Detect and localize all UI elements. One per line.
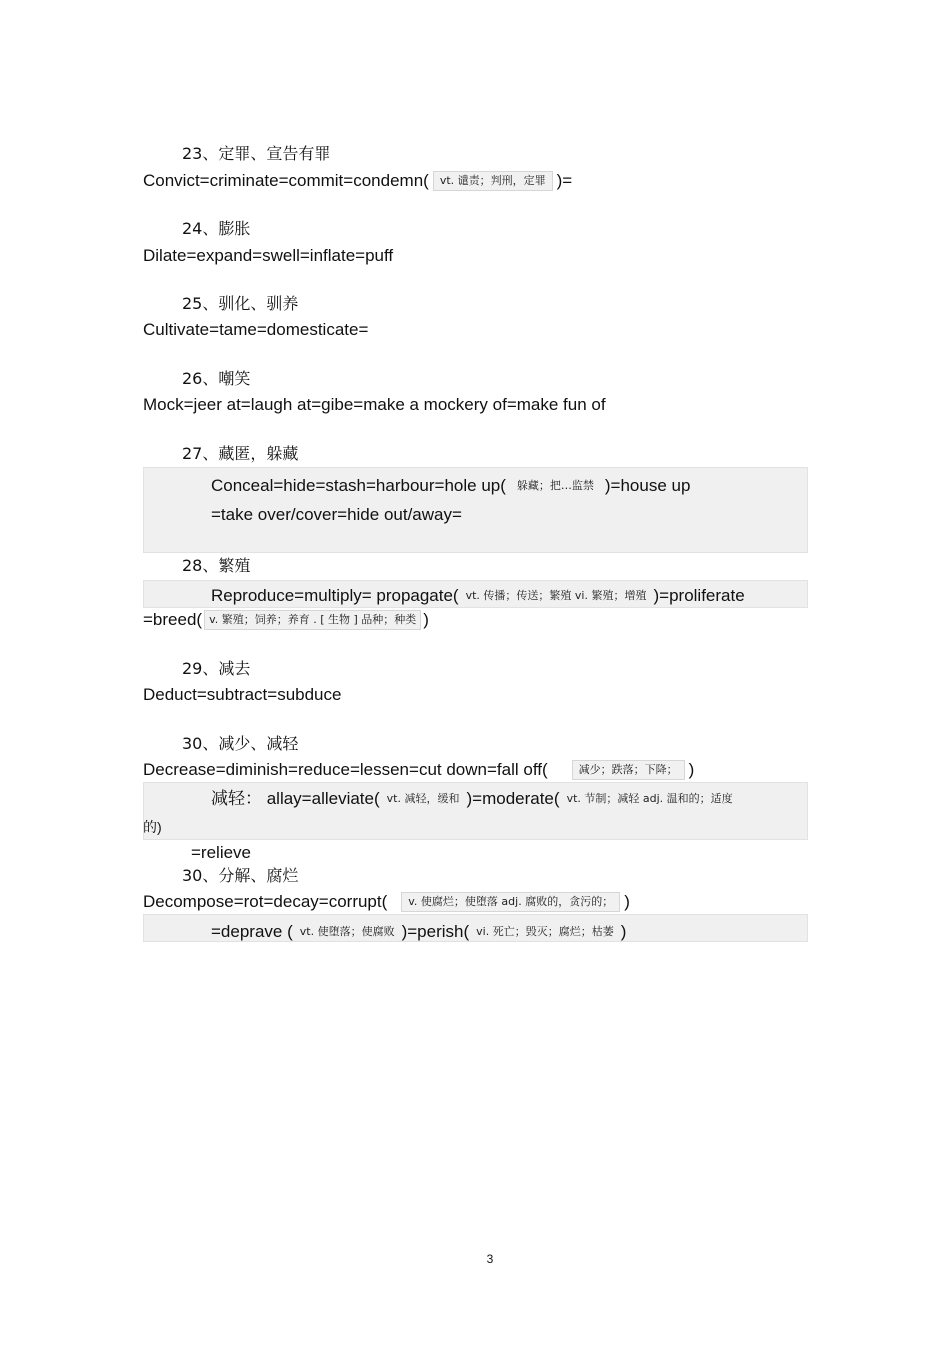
synonym-line-30b-wrap: 的) (143, 819, 162, 835)
synonym-words-mid: )=moderate( (466, 789, 560, 808)
section-heading-30-decompose: 30、分解、腐烂 (182, 866, 299, 885)
section-heading-25: 25、驯化、驯养 (182, 294, 299, 313)
synonym-line-30d (143, 891, 630, 913)
synonym-words-end: )=proliferate (653, 586, 745, 605)
synonym-words-end: ) (423, 610, 429, 629)
synonym-line-30a (143, 759, 694, 781)
synonym-line-30b (211, 788, 740, 810)
synonym-words-end: )=house up (604, 476, 691, 495)
synonym-words: 减轻： allay=alleviate( (211, 789, 380, 808)
synonym-words: Reproduce=multiply= propagate( (211, 586, 459, 605)
synonym-line-29: Deduct=subtract=subduce (143, 685, 342, 704)
section-heading-30-reduce: 30、减少、减轻 (182, 734, 299, 753)
synonym-words-end: ) (624, 892, 630, 911)
synonym-words: Decompose=rot=decay=corrupt( (143, 892, 388, 911)
synonym-line-26: Mock=jeer at=laugh at=gibe=make a mockery of=make fun of (143, 395, 606, 414)
gloss-note: 减少；跌落；下降； (572, 760, 685, 780)
synonym-line-30c: =relieve (191, 843, 252, 862)
synonym-words: =breed( (143, 610, 203, 629)
section-heading-29: 29、减去 (182, 659, 251, 678)
gloss-note: vt. 减轻，缓和 (386, 792, 460, 805)
synonym-words-end: ) (688, 760, 695, 779)
gloss-note: v. 繁殖；饲养；养育 . [ 生物 ] 品种；种类 (204, 610, 421, 630)
synonym-words: Convict=criminate=commit=condemn( (143, 171, 429, 190)
section-heading-23: 23、定罪、宣告有罪 (182, 144, 331, 163)
gloss-note: vt. 传播；传送；繁殖 vi. 繁殖；增殖 (465, 589, 647, 602)
synonym-line-23 (143, 170, 572, 192)
synonym-words: Decrease=diminish=reduce=lessen=cut down=fall off( (143, 760, 548, 779)
synonym-line-25: Cultivate=tame=domesticate= (143, 320, 369, 339)
synonym-line-27a (211, 475, 690, 497)
section-heading-26: 26、嘲笑 (182, 369, 251, 388)
synonym-words-end: ) (620, 922, 627, 941)
synonym-line-30e (211, 921, 626, 943)
synonym-words: Conceal=hide=stash=harbour=hole up( (211, 476, 506, 495)
gloss-note: v. 使腐烂；使堕落 adj. 腐败的，贪污的； (401, 892, 620, 912)
synonym-line-28a (211, 585, 745, 607)
gloss-note: vt. 节制；减轻 adj. 温和的；适度 (566, 792, 733, 805)
gloss-note: vt. 使堕落；使腐败 (299, 925, 395, 938)
section-heading-24: 24、膨胀 (182, 219, 251, 238)
synonym-words: =deprave ( (211, 922, 293, 941)
gloss-note: 躲藏；把…监禁 (516, 479, 594, 492)
synonym-line-24: Dilate=expand=swell=inflate=puff (143, 246, 394, 265)
section-heading-28: 28、繁殖 (182, 556, 251, 575)
synonym-words-mid: )=perish( (401, 922, 470, 941)
gloss-note: vt. 谴责；判刑，定罪 (433, 171, 553, 191)
gloss-note: vi. 死亡；毁灭；腐烂；枯萎 (476, 925, 614, 938)
section-heading-27: 27、藏匿，躲藏 (182, 444, 299, 463)
synonym-line-28b (143, 609, 429, 631)
page-number: 3 (486, 1252, 494, 1266)
synonym-words-end: )= (556, 171, 573, 190)
synonym-line-27b: =take over/cover=hide out/away= (211, 505, 462, 524)
